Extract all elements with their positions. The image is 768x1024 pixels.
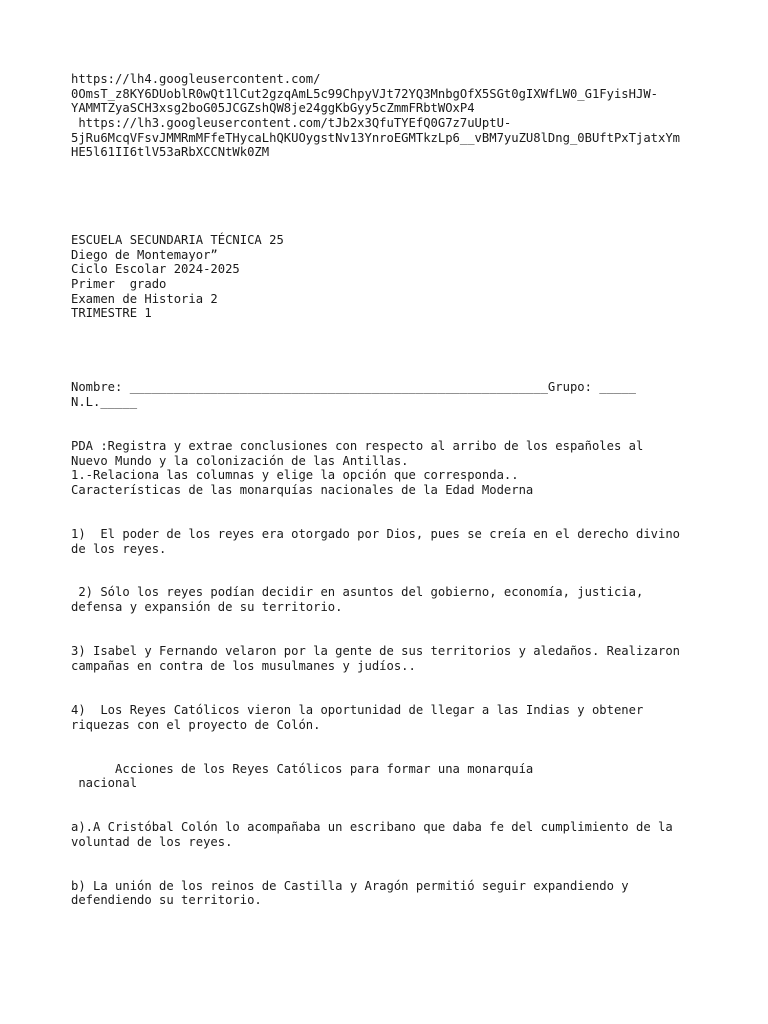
- image-url-1-line-1: https://lh4.googleusercontent.com/: [71, 72, 321, 86]
- column-title: Características de las monarquías nacionales de la Edad Moderna: [71, 483, 534, 497]
- item-1-line-2: de los reyes.: [71, 542, 167, 556]
- item-4-line-1: 4) Los Reyes Católicos vieron la oportunidad de llegar a las Indias y obtener: [71, 703, 644, 717]
- image-url-2-line-2: 5jRu6McqVFsvJMMRmMFfeTHycaLhQKUOygstNv13YnroEGMTkzLp6__vBM7yuZU8lDng_0BUftPxTjatxYm: [71, 131, 681, 145]
- school-heading: ESCUELA SECUNDARIA TÉCNICA 25: [71, 233, 284, 247]
- item-3-line-2: campañas en contra de los musulmanes y judíos..: [71, 659, 416, 673]
- item-2-line-2: defensa y expansión de su territorio.: [71, 600, 343, 614]
- image-url-2-line-3: HE5l61II6tlV53aRbXCCNtWk0ZM: [71, 145, 270, 159]
- section-2-title-line-1: Acciones de los Reyes Católicos para formar una monarquía: [71, 762, 534, 776]
- name-group-field-line: Nombre: _________________________________________________________Grupo: _____: [71, 380, 636, 394]
- action-a-line-1: a).A Cristóbal Colón lo acompañaba un escribano que daba fe del cumplimiento de la: [71, 820, 673, 834]
- action-b-line-1: b) La unión de los reinos de Castilla y Aragón permitió seguir expandiendo y: [71, 879, 629, 893]
- image-url-1-line-3: YAMMTZyaSCH3xsg2boG05JCGZshQW8je24ggKbGyy5cZmmFRbtWOxP4: [71, 101, 475, 115]
- item-3-line-1: 3) Isabel y Fernando velaron por la gente de sus territorios y aledaños. Realizaron: [71, 644, 681, 658]
- section-2-title-line-2: nacional: [71, 776, 138, 790]
- item-2-line-1: 2) Sólo los reyes podían decidir en asuntos del gobierno, economía, justicia,: [71, 585, 644, 599]
- image-url-2-line-1: https://lh3.googleusercontent.com/tJb2x3QfuTYEfQ0G7z7uUptU-: [71, 116, 512, 130]
- action-b-line-2: defendiendo su territorio.: [71, 893, 262, 907]
- item-4-line-2: riquezas con el proyecto de Colón.: [71, 718, 321, 732]
- image-url-1-line-2: 0OmsT_z8KY6DUoblR0wQt1lCut2gzqAmL5c99ChpyVJt72YQ3MnbgOfX5SGt0gIXWfLW0_G1FyisHJW-: [71, 87, 658, 101]
- action-a-line-2: voluntad de los reyes.: [71, 835, 233, 849]
- list-number-field-line: N.L._____: [71, 395, 138, 409]
- instruction: 1.-Relaciona las columnas y elige la opción que corresponda..: [71, 468, 519, 482]
- item-1-line-1: 1) El poder de los reyes era otorgado por Dios, pues se creía en el derecho divino: [71, 527, 681, 541]
- trimester: TRIMESTRE 1: [71, 306, 152, 320]
- school-cycle: Ciclo Escolar 2024-2025: [71, 262, 240, 276]
- exam-title: Examen de Historia 2: [71, 292, 218, 306]
- pda-line-2: Nuevo Mundo y la colonización de las Antillas.: [71, 454, 409, 468]
- grade: Primer grado: [71, 277, 167, 291]
- pda-line-1: PDA :Registra y extrae conclusiones con respecto al arribo de los españoles al: [71, 439, 644, 453]
- school-name: Diego de Montemayor”: [71, 248, 218, 262]
